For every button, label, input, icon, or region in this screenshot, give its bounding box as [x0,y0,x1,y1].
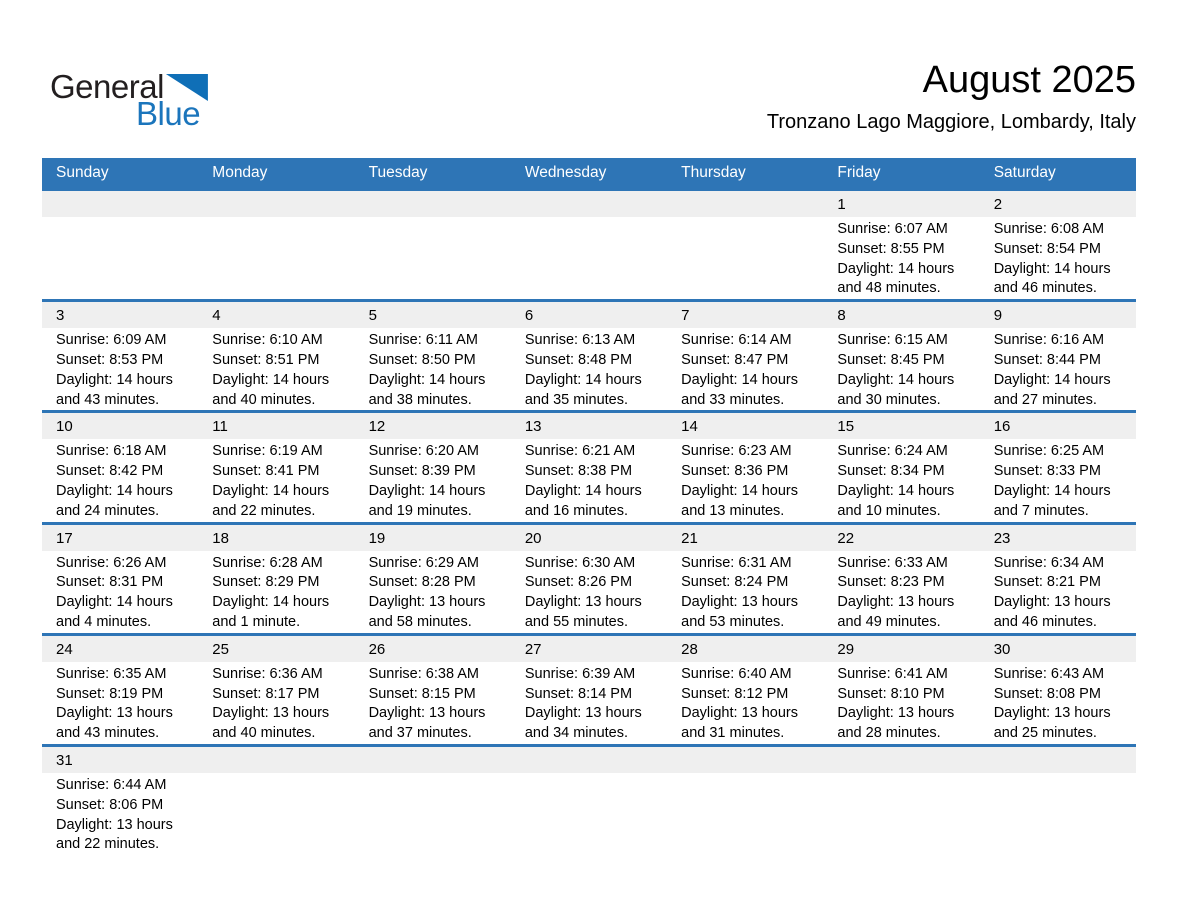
daylight-line: Daylight: 14 hours and 1 minute. [212,594,330,630]
sunset-line: Sunset: 8:26 PM [524,574,633,591]
day-details [198,217,354,220]
day-details [667,662,823,744]
page-subtitle: Tronzano Lago Maggiore, Lombardy, Italy [766,111,1136,133]
sunrise-line: Sunrise: 6:41 AM [837,665,948,682]
day-details [42,439,198,521]
day-details [198,662,354,744]
sunrise-line: Sunrise: 6:20 AM [368,443,479,460]
sunset-line: Sunset: 8:34 PM [837,463,945,480]
day-number [42,191,198,217]
logo-text-blue: Blue [136,95,201,132]
daylight-line: Daylight: 14 hours and 10 minutes. [837,482,955,519]
day-details [511,439,667,521]
day-details [42,551,198,633]
daylight-line: Daylight: 13 hours and 58 minutes. [368,594,486,630]
day-details [355,217,511,220]
day-cell-20 [511,525,667,633]
daylight-line: Daylight: 13 hours and 37 minutes. [368,705,486,742]
sunrise-line: Sunrise: 6:11 AM [368,332,478,349]
sunset-line: Sunset: 8:19 PM [56,685,164,702]
daylight-line: Daylight: 13 hours and 28 minutes. [837,705,955,742]
sunset-line: Sunset: 8:36 PM [681,463,789,480]
daylight-line: Daylight: 14 hours and 46 minutes. [993,260,1111,297]
day-cell-empty [42,191,198,299]
daylight-line: Daylight: 14 hours and 48 minutes. [837,260,955,297]
day-number: 24 [42,636,198,662]
day-number [511,747,667,773]
sunset-line: Sunset: 8:53 PM [56,351,164,368]
day-number [667,191,823,217]
day-cell-28 [667,636,823,744]
day-number [511,191,667,217]
sunset-line: Sunset: 8:24 PM [681,574,789,591]
sunset-line: Sunset: 8:41 PM [212,463,320,480]
day-number [355,747,511,773]
sunrise-line: Sunrise: 6:07 AM [837,221,948,237]
day-cell-empty [980,747,1136,855]
daylight-line: Daylight: 14 hours and 22 minutes. [212,482,330,519]
sunset-line: Sunset: 8:23 PM [837,574,945,591]
day-number: 23 [980,525,1136,551]
day-details [823,328,979,410]
sunrise-line: Sunrise: 6:21 AM [524,443,636,460]
sunset-line: Sunset: 8:47 PM [681,351,789,368]
day-cell-14 [667,413,823,521]
sunset-line: Sunset: 8:29 PM [212,574,320,591]
day-cell-29 [823,636,979,744]
day-cell-empty [355,747,511,855]
daylight-line: Daylight: 13 hours and 34 minutes. [524,705,642,742]
day-number: 21 [667,525,823,551]
day-number: 27 [511,636,667,662]
sunrise-line: Sunrise: 6:31 AM [681,554,792,571]
daylight-line: Daylight: 14 hours and 40 minutes. [212,371,330,408]
sunrise-line: Sunrise: 6:10 AM [212,332,323,349]
day-cell-18 [198,525,354,633]
day-number: 19 [355,525,511,551]
sunrise-line: Sunrise: 6:18 AM [56,443,167,460]
day-number: 6 [511,302,667,328]
sunset-line: Sunset: 8:17 PM [212,685,320,702]
day-details [667,551,823,633]
day-number: 3 [42,302,198,328]
day-number: 14 [667,413,823,439]
sunrise-line: Sunrise: 6:16 AM [993,332,1105,349]
weekday-header-thursday: Thursday [681,164,746,181]
day-details [980,662,1136,744]
day-details [42,773,198,855]
day-details [823,551,979,633]
day-number: 18 [198,525,354,551]
day-details [511,217,667,220]
day-cell-30 [980,636,1136,744]
day-details [980,439,1136,521]
day-cell-8 [823,302,979,410]
sunset-line: Sunset: 8:14 PM [524,685,633,702]
sunset-line: Sunset: 8:33 PM [993,463,1101,480]
daylight-line: Daylight: 13 hours and 46 minutes. [993,594,1111,630]
day-details [980,551,1136,633]
day-details [511,773,667,776]
week-row-4 [42,522,1136,633]
day-cell-empty [511,747,667,855]
daylight-line: Daylight: 13 hours and 40 minutes. [212,705,330,742]
day-cell-17 [42,525,198,633]
sunrise-line: Sunrise: 6:43 AM [993,665,1105,682]
daylight-line: Daylight: 14 hours and 38 minutes. [368,371,486,408]
sunrise-line: Sunrise: 6:28 AM [212,554,323,571]
day-details [980,773,1136,776]
week-row-5 [42,633,1136,744]
day-details [980,328,1136,410]
day-number: 20 [511,525,667,551]
sunset-line: Sunset: 8:08 PM [993,685,1101,702]
day-details [823,439,979,521]
sunset-line: Sunset: 8:15 PM [368,685,476,702]
sunset-line: Sunset: 8:50 PM [368,351,476,368]
day-cell-31 [42,747,198,855]
sunrise-line: Sunrise: 6:36 AM [212,665,323,682]
week-row-1 [42,188,1136,299]
sunset-line: Sunset: 8:06 PM [56,796,164,813]
day-details [198,773,354,776]
weekday-header-friday: Friday [837,164,881,181]
sunrise-line: Sunrise: 6:13 AM [524,332,636,349]
day-number: 17 [42,525,198,551]
day-number [823,747,979,773]
day-cell-empty [355,191,511,299]
day-cell-21 [667,525,823,633]
sunset-line: Sunset: 8:10 PM [837,685,945,702]
day-details [198,328,354,410]
sunrise-line: Sunrise: 6:15 AM [837,332,948,349]
day-details [667,328,823,410]
sunset-line: Sunset: 8:54 PM [993,240,1101,257]
day-cell-4 [198,302,354,410]
daylight-line: Daylight: 13 hours and 43 minutes. [56,705,173,742]
day-cell-1 [823,191,979,299]
day-number: 28 [667,636,823,662]
sunrise-line: Sunrise: 6:25 AM [993,443,1105,460]
sunrise-line: Sunrise: 6:34 AM [993,554,1105,571]
day-cell-24 [42,636,198,744]
day-cell-empty [667,747,823,855]
week-row-3 [42,410,1136,521]
sunset-line: Sunset: 8:42 PM [56,463,164,480]
sunrise-line: Sunrise: 6:39 AM [524,665,636,682]
title-block [767,56,1136,137]
sunrise-line: Sunrise: 6:44 AM [56,776,167,793]
sunrise-line: Sunrise: 6:35 AM [56,665,167,682]
day-details [667,773,823,776]
day-cell-empty [667,191,823,299]
week-row-2 [42,299,1136,410]
day-number: 31 [42,747,198,773]
day-number: 2 [980,191,1136,217]
day-number [980,747,1136,773]
day-cell-11 [198,413,354,521]
day-details [355,328,511,410]
logo-text-general: General [50,68,164,105]
day-cell-25 [198,636,354,744]
day-details [667,439,823,521]
sunset-line: Sunset: 8:12 PM [681,685,789,702]
week-row-6 [42,744,1136,855]
weekday-header-tuesday: Tuesday [368,164,428,181]
day-number: 29 [823,636,979,662]
day-number: 8 [823,302,979,328]
day-details [42,217,198,220]
general-blue-logo [50,68,310,132]
daylight-line: Daylight: 14 hours and 43 minutes. [56,371,173,408]
sunset-line: Sunset: 8:44 PM [993,351,1101,368]
day-cell-19 [355,525,511,633]
day-details [511,328,667,410]
weekday-header-row [42,158,1136,188]
day-cell-2 [980,191,1136,299]
day-number: 16 [980,413,1136,439]
day-details [355,662,511,744]
sunrise-line: Sunrise: 6:24 AM [837,443,948,460]
day-number: 11 [198,413,354,439]
sunset-line: Sunset: 8:45 PM [837,351,945,368]
daylight-line: Daylight: 13 hours and 55 minutes. [524,594,642,630]
day-number: 10 [42,413,198,439]
day-details [355,439,511,521]
daylight-line: Daylight: 14 hours and 19 minutes. [368,482,486,519]
day-number [198,747,354,773]
day-number: 25 [198,636,354,662]
sunrise-line: Sunrise: 6:08 AM [993,221,1105,237]
sunrise-line: Sunrise: 6:30 AM [524,554,636,571]
sunrise-line: Sunrise: 6:23 AM [681,443,792,460]
sunrise-line: Sunrise: 6:19 AM [212,443,323,460]
weekday-header-sunday: Sunday [56,164,109,181]
day-cell-7 [667,302,823,410]
sunrise-line: Sunrise: 6:33 AM [837,554,948,571]
day-cell-3 [42,302,198,410]
weekday-header-monday: Monday [212,164,268,181]
sunset-line: Sunset: 8:39 PM [368,463,476,480]
sunrise-line: Sunrise: 6:26 AM [56,554,167,571]
daylight-line: Daylight: 13 hours and 49 minutes. [837,594,955,630]
day-number: 7 [667,302,823,328]
daylight-line: Daylight: 14 hours and 7 minutes. [993,482,1111,519]
sunset-line: Sunset: 8:31 PM [56,574,164,591]
sunset-line: Sunset: 8:38 PM [524,463,633,480]
day-cell-27 [511,636,667,744]
weekday-header-saturday: Saturday [993,164,1056,181]
day-details [667,217,823,220]
day-number [198,191,354,217]
page-title: August 2025 [922,59,1136,101]
day-number: 15 [823,413,979,439]
day-details [511,662,667,744]
day-cell-empty [511,191,667,299]
day-cell-empty [823,747,979,855]
day-cell-23 [980,525,1136,633]
day-details [42,662,198,744]
sunset-line: Sunset: 8:21 PM [993,574,1101,591]
day-cell-12 [355,413,511,521]
day-number: 1 [823,191,979,217]
day-cell-empty [198,191,354,299]
sunrise-line: Sunrise: 6:40 AM [681,665,792,682]
day-details [355,773,511,776]
daylight-line: Daylight: 14 hours and 33 minutes. [681,371,799,408]
sunset-line: Sunset: 8:28 PM [368,574,476,591]
daylight-line: Daylight: 14 hours and 13 minutes. [681,482,799,519]
day-number: 13 [511,413,667,439]
day-cell-16 [980,413,1136,521]
daylight-line: Daylight: 13 hours and 25 minutes. [993,705,1111,742]
daylight-line: Daylight: 14 hours and 35 minutes. [524,371,642,408]
day-cell-empty [198,747,354,855]
daylight-line: Daylight: 14 hours and 30 minutes. [837,371,955,408]
daylight-line: Daylight: 14 hours and 16 minutes. [524,482,642,519]
day-number: 26 [355,636,511,662]
day-cell-13 [511,413,667,521]
day-details [823,773,979,776]
day-number: 30 [980,636,1136,662]
day-cell-15 [823,413,979,521]
day-cell-10 [42,413,198,521]
day-cell-9 [980,302,1136,410]
day-details [980,217,1136,299]
daylight-line: Daylight: 14 hours and 27 minutes. [993,371,1111,408]
daylight-line: Daylight: 14 hours and 24 minutes. [56,482,173,519]
day-details [198,551,354,633]
day-number: 9 [980,302,1136,328]
sunrise-line: Sunrise: 6:29 AM [368,554,479,571]
sunrise-line: Sunrise: 6:14 AM [681,332,792,349]
sunset-line: Sunset: 8:55 PM [837,240,945,257]
day-cell-5 [355,302,511,410]
sunrise-line: Sunrise: 6:09 AM [56,332,167,349]
day-number: 4 [198,302,354,328]
weeks-container [42,188,1136,855]
daylight-line: Daylight: 13 hours and 53 minutes. [681,594,799,630]
daylight-line: Daylight: 13 hours and 31 minutes. [681,705,799,742]
daylight-line: Daylight: 14 hours and 4 minutes. [56,594,173,630]
sunrise-line: Sunrise: 6:38 AM [368,665,479,682]
day-cell-22 [823,525,979,633]
weekday-header-wednesday: Wednesday [524,164,607,181]
day-details [511,551,667,633]
day-number: 12 [355,413,511,439]
day-number: 22 [823,525,979,551]
day-number: 5 [355,302,511,328]
sunset-line: Sunset: 8:51 PM [212,351,320,368]
day-details [42,328,198,410]
calendar-table [42,158,1136,855]
day-cell-26 [355,636,511,744]
day-number [355,191,511,217]
day-details [198,439,354,521]
day-number [667,747,823,773]
day-details [823,217,979,299]
sunset-line: Sunset: 8:48 PM [524,351,633,368]
day-cell-6 [511,302,667,410]
daylight-line: Daylight: 13 hours and 22 minutes. [56,816,173,853]
day-details [355,551,511,633]
day-details [823,662,979,744]
